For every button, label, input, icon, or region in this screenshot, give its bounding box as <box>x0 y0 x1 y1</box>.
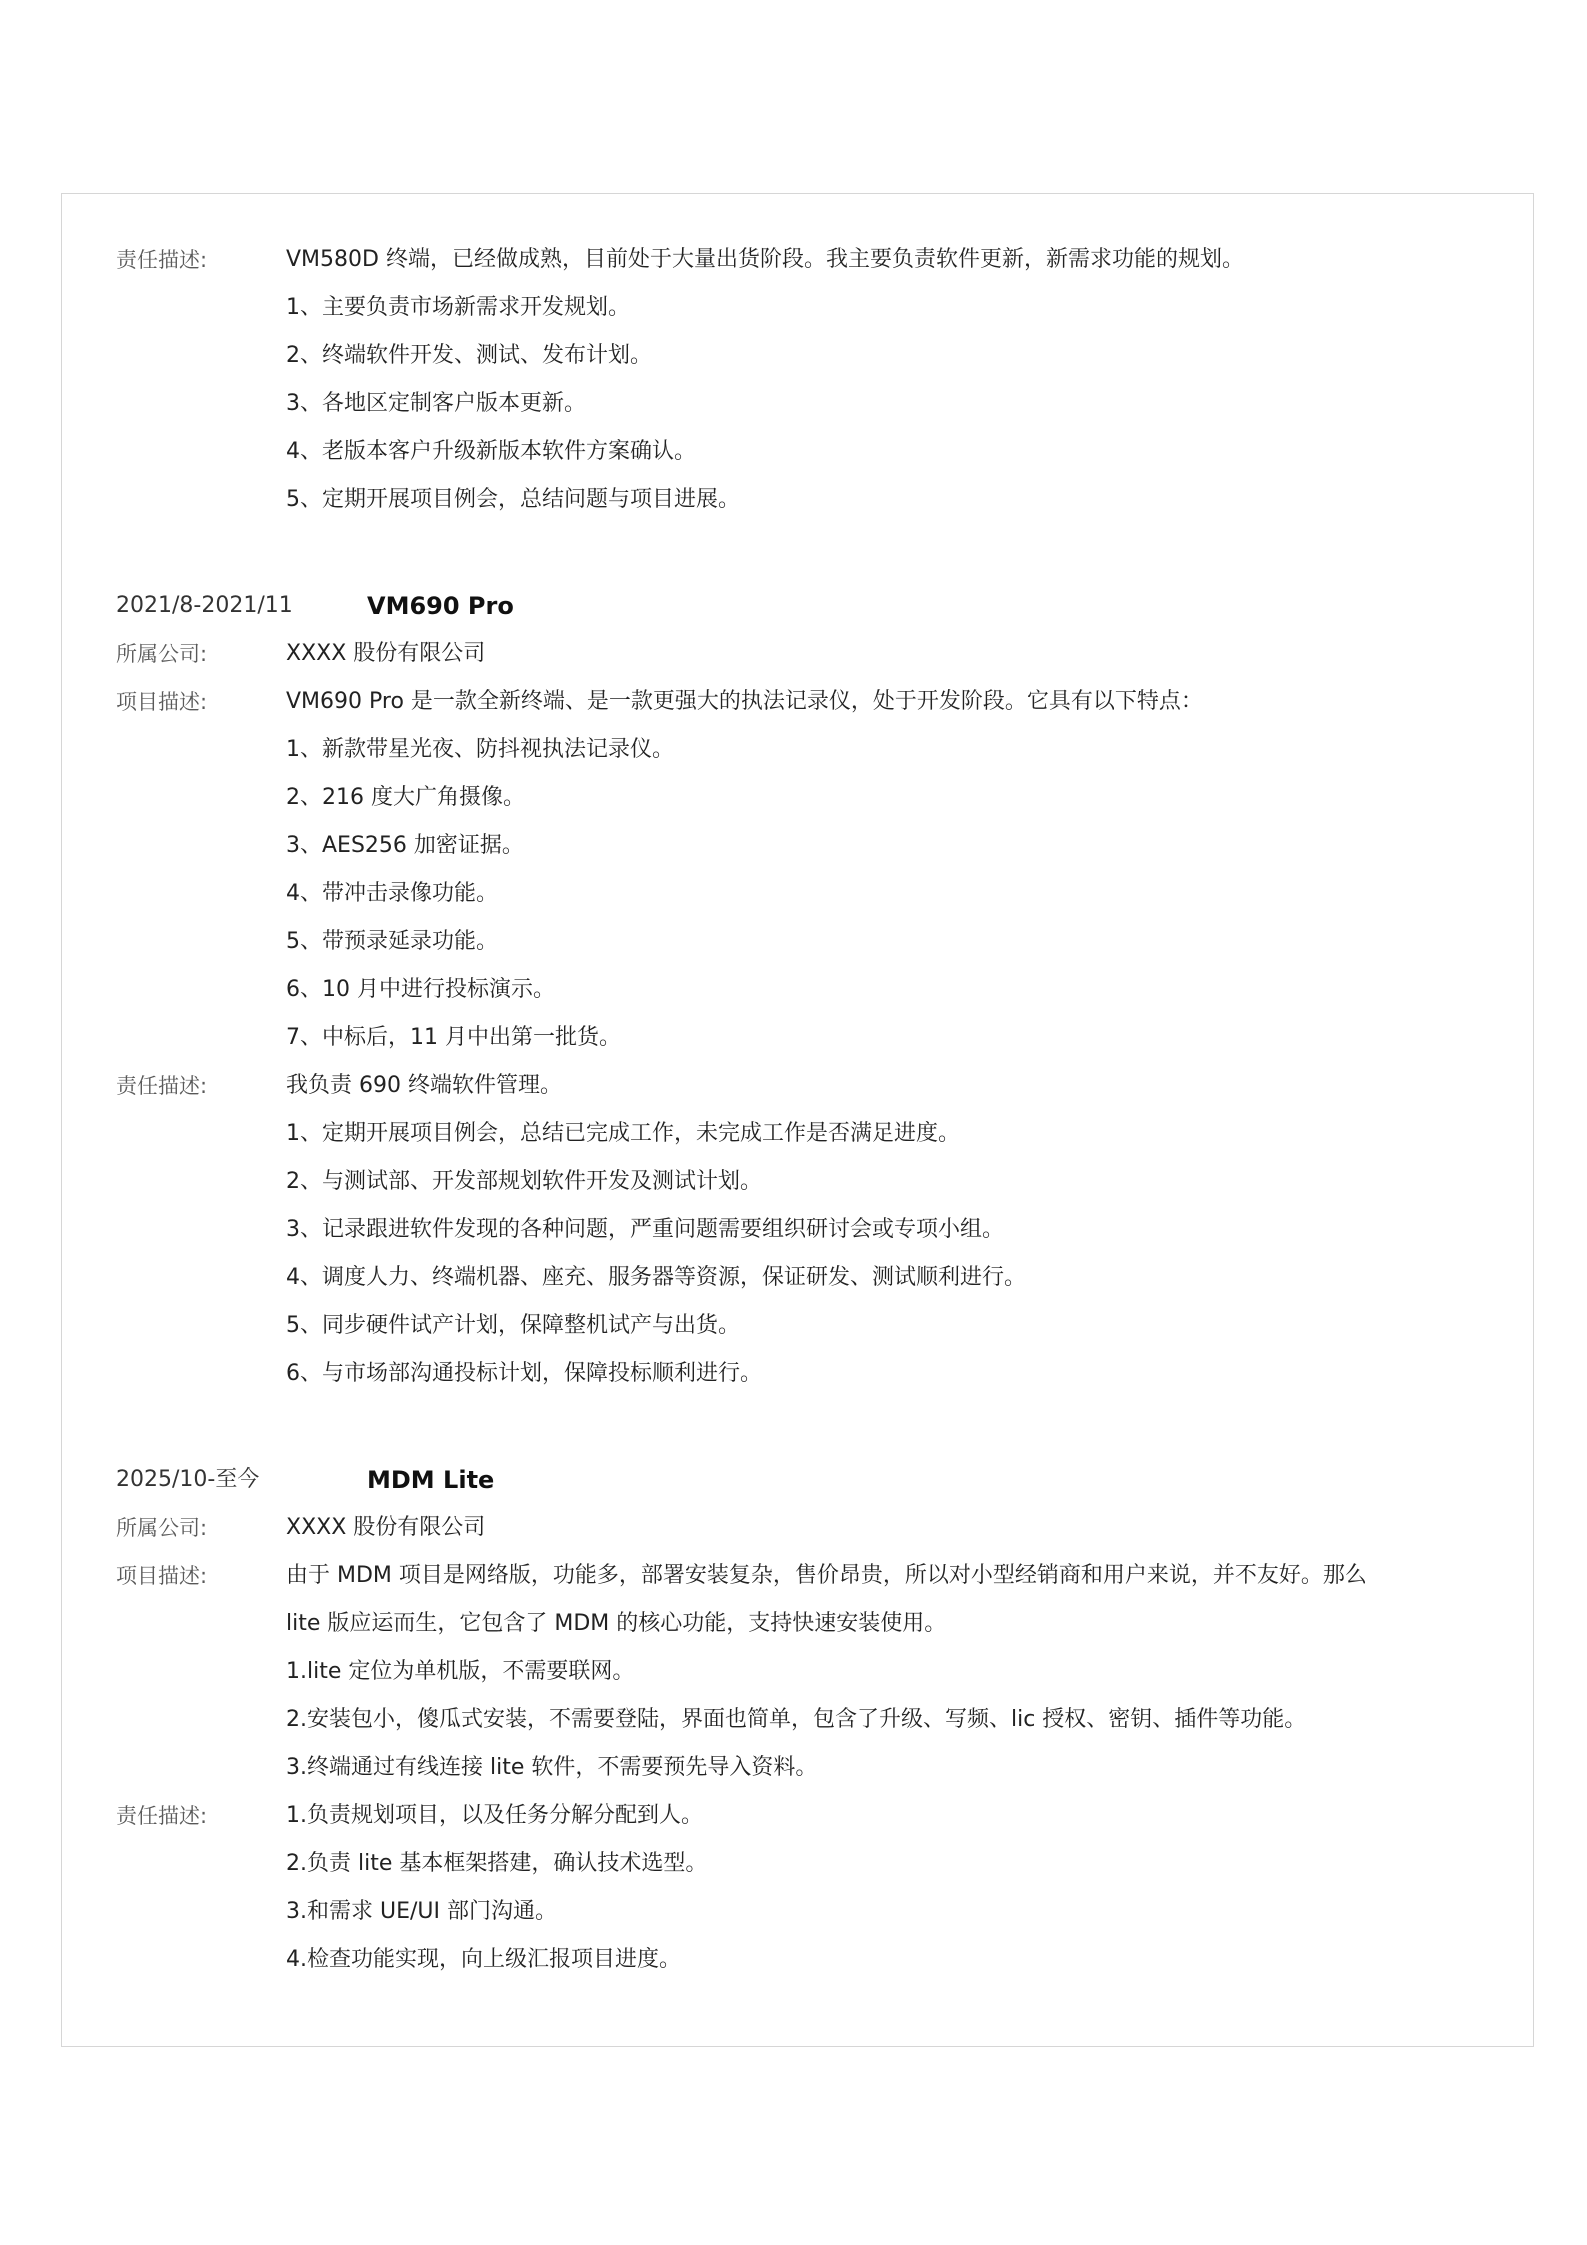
responsibility-line: 1.负责规划项目，以及任务分解分配到人。 <box>286 1803 703 1828</box>
company-label: 所属公司: <box>116 642 208 666</box>
description-line: 2.安装包小，傻瓜式安装，不需要登陆，界面也简单，包含了升级、写频、lic 授权、密钥、插件等功能。 <box>286 1707 1307 1732</box>
responsibility-line: 5、定期开展项目例会，总结问题与项目进展。 <box>286 487 740 512</box>
project-company <box>116 1504 1501 1552</box>
description-line: 4、带冲击录像功能。 <box>286 881 498 906</box>
responsibility-line: 4、调度人力、终端机器、座充、服务器等资源，保证研发、测试顺利进行。 <box>286 1265 1026 1290</box>
responsibility-label: 责任描述: <box>116 248 208 272</box>
responsibility-line: 5、同步硬件试产计划，保障整机试产与出货。 <box>286 1313 740 1338</box>
description-lines <box>286 1552 1501 1792</box>
description-line: 5、带预录延录功能。 <box>286 929 498 954</box>
project-header <box>116 582 1501 630</box>
description-line: 7、中标后，11 月中出第一批货。 <box>286 1025 621 1050</box>
responsibility-lines <box>286 1062 1501 1398</box>
responsibility-line: 6、与市场部沟通投标计划，保障投标顺利进行。 <box>286 1361 762 1386</box>
project-title: VM690 Pro <box>367 592 514 620</box>
responsibility-line: 3、各地区定制客户版本更新。 <box>286 391 586 416</box>
project-responsibility <box>116 1062 1501 1398</box>
responsibility-line: 2、终端软件开发、测试、发布计划。 <box>286 343 652 368</box>
responsibility-label: 责任描述: <box>116 1804 208 1828</box>
responsibility-line: 1、主要负责市场新需求开发规划。 <box>286 295 630 320</box>
project-responsibility <box>116 1792 1501 1984</box>
resume-card <box>61 193 1534 2047</box>
responsibility-lines <box>286 236 1501 524</box>
responsibility-line: 2、与测试部、开发部规划软件开发及测试计划。 <box>286 1169 762 1194</box>
description-line: VM690 Pro 是一款全新终端、是一款更强大的执法记录仪，处于开发阶段。它具有以下特点： <box>286 689 1203 714</box>
description-label: 项目描述: <box>116 1564 208 1588</box>
description-line: lite 版应运而生，它包含了 MDM 的核心功能，支持快速安装使用。 <box>286 1611 947 1636</box>
project-header <box>116 1456 1501 1504</box>
description-line: 由于 MDM 项目是网络版，功能多，部署安装复杂，售价昂贵，所以对小型经销商和用户来说，并不友好。那么 <box>286 1563 1367 1588</box>
responsibility-line: 2.负责 lite 基本框架搭建，确认技术选型。 <box>286 1851 708 1876</box>
responsibility-lines <box>286 1792 1501 1984</box>
description-line: 3.终端通过有线连接 lite 软件，不需要预先导入资料。 <box>286 1755 818 1780</box>
responsibility-line: 3.和需求 UE/UI 部门沟通。 <box>286 1899 557 1924</box>
project-title: MDM Lite <box>367 1466 495 1494</box>
responsibility-line: 3、记录跟进软件发现的各种问题，严重问题需要组织研讨会或专项小组。 <box>286 1217 1004 1242</box>
company-label: 所属公司: <box>116 1516 208 1540</box>
responsibility-line: 4.检查功能实现，向上级汇报项目进度。 <box>286 1947 681 1972</box>
project-period: 2021/8-2021/11 <box>116 593 293 618</box>
description-line: 1、新款带星光夜、防抖视执法记录仪。 <box>286 737 674 762</box>
project-description <box>116 678 1501 1062</box>
description-line: 2、216 度大广角摄像。 <box>286 785 525 810</box>
description-lines <box>286 678 1501 1062</box>
description-line: 6、10 月中进行投标演示。 <box>286 977 555 1002</box>
responsibility-line: 我负责 690 终端软件管理。 <box>286 1073 562 1098</box>
project-company <box>116 630 1501 678</box>
project-description <box>116 1552 1501 1792</box>
responsibility-line: 1、定期开展项目例会，总结已完成工作，未完成工作是否满足进度。 <box>286 1121 960 1146</box>
project-period: 2025/10-至今 <box>116 1467 260 1492</box>
company-name: XXXX 股份有限公司 <box>286 1515 486 1540</box>
description-label: 项目描述: <box>116 690 208 714</box>
responsibility-label: 责任描述: <box>116 1074 208 1098</box>
resume-content <box>116 236 1501 1984</box>
responsibility-line: VM580D 终端，已经做成熟，目前处于大量出货阶段。我主要负责软件更新，新需求功能的规划。 <box>286 247 1244 272</box>
responsibility-line: 4、老版本客户升级新版本软件方案确认。 <box>286 439 696 464</box>
description-line: 3、AES256 加密证据。 <box>286 833 524 858</box>
section0-responsibility <box>116 236 1501 524</box>
company-name: XXXX 股份有限公司 <box>286 641 486 666</box>
description-line: 1.lite 定位为单机版，不需要联网。 <box>286 1659 635 1684</box>
